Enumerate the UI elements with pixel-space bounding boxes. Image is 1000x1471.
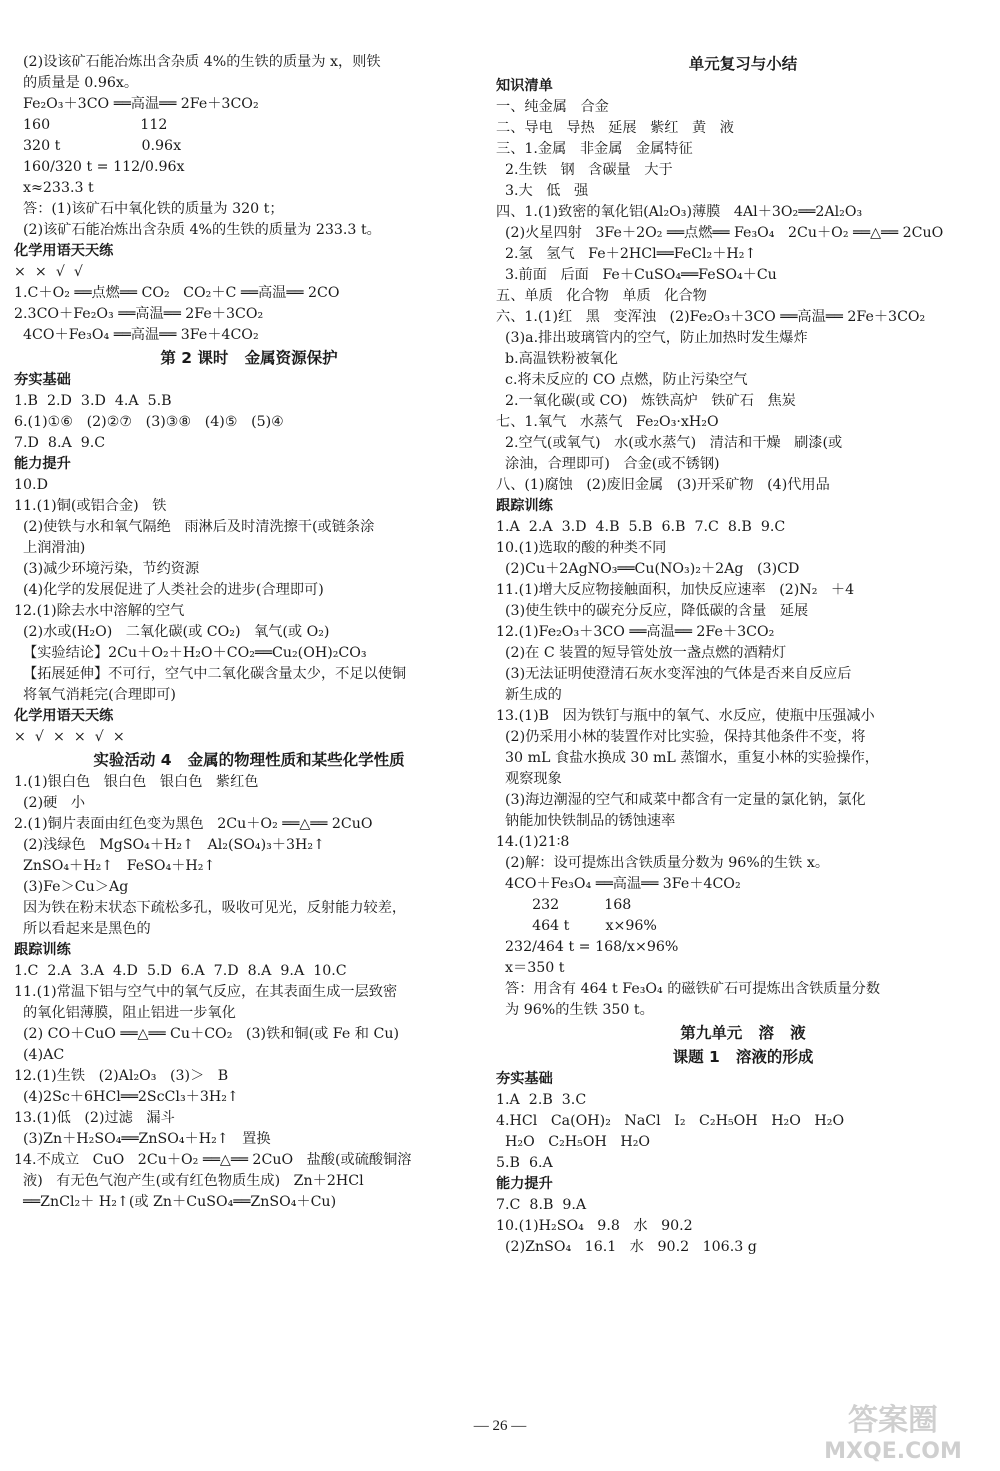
- answer-line: (4)2Sc＋6HCl══2ScCl₃＋3H₂↑: [14, 1089, 239, 1105]
- answer-line: 14.不成立 CuO 2Cu＋O₂ ══△══ 2CuO 盐酸(或硫酸铜溶: [14, 1152, 412, 1168]
- answer-line: 2.生铁 钢 含碳量 大于: [496, 162, 673, 178]
- answer-line: 30 mL 食盐水换成 30 mL 蒸馏水，重复小林的实验操作，: [496, 750, 879, 766]
- answer-line: 7.D 8.A 9.C: [14, 435, 106, 451]
- answer-line: (2) CO＋CuO ══△══ Cu＋CO₂ (3)铁和铜(或 Fe 和 Cu): [14, 1026, 399, 1042]
- answer-line: 的质量是 0.96x。: [14, 75, 139, 91]
- answer-line: 320 t 0.96x: [14, 138, 182, 154]
- answer-line: 1.A 2.A 3.D 4.B 5.B 6.B 7.C 8.B 9.C: [496, 519, 786, 535]
- answer-line: (2)硬 小: [14, 795, 86, 811]
- answer-line: 四、1.(1)致密的氧化铝(Al₂O₃)薄膜 4Al＋3O₂══2Al₂O₃: [496, 204, 863, 220]
- answer-line: 三、1.金属 非金属 金属特征: [496, 141, 693, 157]
- answer-line: 答：用含有 464 t Fe₃O₄ 的磁铁矿石可提炼出含铁质量分数: [496, 981, 881, 997]
- answer-line: 7.C 8.B 9.A: [496, 1197, 587, 1213]
- subsection-heading: 能力提升: [496, 1176, 553, 1192]
- answer-line: 2.氢 氢气 Fe＋2HCl══FeCl₂＋H₂↑: [496, 246, 757, 262]
- answer-line: 六、1.(1)红 黑 变浑浊 (2)Fe₂O₃＋3CO ══高温══ 2Fe＋3CO₂: [496, 309, 926, 325]
- answer-line: 6.(1)①⑥ (2)②⑦ (3)③⑧ (4)⑤ (5)④: [14, 414, 284, 430]
- answer-line: 1.(1)银白色 银白色 银白色 紫红色: [14, 774, 259, 790]
- answer-line: 1.A 2.B 3.C: [496, 1092, 587, 1108]
- answer-line: b.高温铁粉被氧化: [496, 351, 618, 367]
- answer-line: 13.(1)B 因为铁钉与瓶中的氧气、水反应，使瓶中压强减小: [496, 708, 875, 724]
- answer-line: 观察现象: [496, 771, 562, 787]
- section-title: 课题 1 溶液的形成: [672, 1048, 814, 1066]
- answer-line: (3)使生铁中的碳充分反应，降低碳的含量 延展: [496, 603, 809, 619]
- answer-line: Fe₂O₃＋3CO ══高温══ 2Fe＋3CO₂: [14, 96, 259, 112]
- answer-line: 新生成的: [496, 687, 562, 703]
- subsection-heading: 跟踪训练: [14, 942, 71, 958]
- answer-line: 2.一氧化碳(或 CO) 炼铁高炉 铁矿石 焦炭: [496, 393, 796, 409]
- answer-line: 【实验结论】2Cu＋O₂＋H₂O＋CO₂══Cu₂(OH)₂CO₃: [14, 645, 367, 661]
- watermark-line1: 答案圈: [848, 1403, 938, 1438]
- answer-line: (3)Zn＋H₂SO₄══ZnSO₄＋H₂↑ 置换: [14, 1131, 271, 1147]
- answer-line: (4)化学的发展促进了人类社会的进步(合理即可): [14, 582, 324, 598]
- answer-line: 160/320 t = 112/0.96x: [14, 159, 185, 175]
- answer-line: ══ZnCl₂＋ H₂↑(或 Zn＋CuSO₄══ZnSO₄＋Cu): [14, 1194, 337, 1210]
- answer-line: (3)海边潮湿的空气和咸菜中都含有一定量的氯化钠，氯化: [496, 792, 866, 808]
- answer-line: 上润滑油): [14, 540, 86, 556]
- page-number: — 26 —: [473, 1418, 527, 1434]
- answer-line: 答：(1)该矿石中氧化铁的质量为 320 t；: [14, 201, 284, 217]
- answer-line: (4)AC: [14, 1047, 65, 1063]
- answer-line: 464 t x×96%: [496, 918, 657, 934]
- section-title: 单元复习与小结: [688, 55, 798, 73]
- answer-line: 2.空气(或氧气) 水(或水蒸气) 清洁和干燥 刷漆(或: [496, 435, 843, 451]
- answer-line: 的氧化铝薄膜，阻止铝进一步氧化: [14, 1005, 236, 1021]
- answer-line: 一、纯金属 合金: [496, 99, 609, 115]
- answer-line: (2)仍采用小林的装置作对比实验，保持其他条件不变，将: [496, 729, 866, 745]
- answer-line: 【拓展延伸】不可行，空气中二氧化碳含量太少，不足以使铜: [14, 666, 407, 682]
- answer-line: 1.C 2.A 3.A 4.D 5.D 6.A 7.D 8.A 9.A 10.C: [14, 963, 347, 979]
- answer-line: 2.(1)铜片表面由红色变为黑色 2Cu＋O₂ ══△══ 2CuO: [14, 816, 373, 832]
- answer-line: (2)在 C 装置的短导管处放一盏点燃的酒精灯: [496, 645, 787, 661]
- answer-line: H₂O C₂H₅OH H₂O: [496, 1134, 651, 1150]
- answer-line: (3)减少环境污染，节约资源: [14, 561, 200, 577]
- answer-line: 232/464 t = 168/x×96%: [496, 939, 679, 955]
- answer-line: 液) 有无色气泡产生(或有红色物质生成) Zn＋2HCl: [14, 1173, 364, 1189]
- answer-line: 钠能加快铁制品的锈蚀速率: [496, 813, 676, 829]
- answer-line: 14.(1)21∶8: [496, 834, 570, 850]
- answer-line: 11.(1)增大反应物接触面积，加快反应速率 (2)N₂ ＋4: [496, 582, 855, 598]
- answer-line: 4CO＋Fe₃O₄ ══高温══ 3Fe＋4CO₂: [14, 327, 259, 343]
- watermark-logo: [795, 1398, 991, 1464]
- answer-line: 11.(1)常温下铝与空气中的氧气反应，在其表面生成一层致密: [14, 984, 398, 1000]
- answer-line: 所以看起来是黑色的: [14, 921, 151, 937]
- left-column: [14, 52, 484, 1213]
- answer-line: 五、单质 化合物 单质 化合物: [496, 288, 707, 304]
- answer-line: × × √ √: [14, 264, 83, 280]
- answer-line: 12.(1)除去水中溶解的空气: [14, 603, 185, 619]
- subsection-heading: 跟踪训练: [496, 498, 553, 514]
- answer-line: 4CO＋Fe₃O₄ ══高温══ 3Fe＋4CO₂: [496, 876, 741, 892]
- answer-line: × √ × × √ ×: [14, 729, 125, 745]
- answer-line: (2)解：设可提炼出含铁质量分数为 96%的生铁 x。: [496, 855, 830, 871]
- answer-line: (2)Cu＋2AgNO₃══Cu(NO₃)₂＋2Ag (3)CD: [496, 561, 800, 577]
- answer-line: 为 96%的生铁 350 t。: [496, 1002, 654, 1018]
- answer-line: (2)水或(H₂O) 二氧化碳(或 CO₂) 氧气(或 O₂): [14, 624, 330, 640]
- answer-line: x＝350 t: [496, 960, 565, 976]
- answer-line: 2.3CO＋Fe₂O₃ ══高温══ 2Fe＋3CO₂: [14, 306, 264, 322]
- answer-line: (2)火星四射 3Fe＋2O₂ ══点燃══ Fe₃O₄ 2Cu＋O₂ ══△══ 2CuO: [496, 225, 944, 241]
- answer-line: 5.B 6.A: [496, 1155, 553, 1171]
- answer-line: 12.(1)生铁 (2)Al₂O₃ (3)＞ B: [14, 1068, 229, 1084]
- answer-line: (2)该矿石能冶炼出含杂质 4%的生铁的质量为 233.3 t。: [14, 222, 381, 238]
- answer-line: 涂油，合理即可) 合金(或不锈钢): [496, 456, 720, 472]
- answer-line: 3.前面 后面 Fe＋CuSO₄══FeSO₄＋Cu: [496, 267, 777, 283]
- answer-line: 八、(1)腐蚀 (2)废旧金属 (3)开采矿物 (4)代用品: [496, 477, 830, 493]
- section-title: 第九单元 溶 液: [680, 1024, 806, 1042]
- answer-line: (2)ZnSO₄ 16.1 水 90.2 106.3 g: [496, 1239, 757, 1255]
- answer-line: c.将未反应的 CO 点燃，防止污染空气: [496, 372, 748, 388]
- answer-line: (3)Fe＞Cu＞Ag: [14, 879, 129, 895]
- answer-line: (3)无法证明使澄清石灰水变浑浊的气体是否来自反应后: [496, 666, 852, 682]
- subsection-heading: 夯实基础: [496, 1071, 553, 1087]
- answer-line: 1.B 2.D 3.D 4.A 5.B: [14, 393, 172, 409]
- answer-line: 10.(1)H₂SO₄ 9.8 水 90.2: [496, 1218, 693, 1234]
- right-column: [496, 52, 990, 1258]
- answer-line: 3.大 低 强: [496, 183, 589, 199]
- answer-line: 12.(1)Fe₂O₃＋3CO ══高温══ 2Fe＋3CO₂: [496, 624, 775, 640]
- answer-line: 11.(1)铜(或铝合金) 铁: [14, 498, 167, 514]
- answer-line: 4.HCl Ca(OH)₂ NaCl I₂ C₂H₅OH H₂O H₂O: [496, 1113, 845, 1129]
- answer-line: 160 112: [14, 117, 168, 133]
- subsection-heading: 化学用语天天练: [14, 708, 114, 724]
- answer-line: 10.D: [14, 477, 48, 493]
- answer-line: (3)a.排出玻璃管内的空气，防止加热时发生爆炸: [496, 330, 808, 346]
- answer-line: ZnSO₄＋H₂↑ FeSO₄＋H₂↑: [14, 858, 216, 874]
- answer-line: (2)使铁与水和氧气隔绝 雨淋后及时清洗擦干(或链条涂: [14, 519, 375, 535]
- subsection-heading: 能力提升: [14, 456, 71, 472]
- answer-line: 13.(1)低 (2)过滤 漏斗: [14, 1110, 175, 1126]
- subsection-heading: 夯实基础: [14, 372, 71, 388]
- answer-line: 将氧气消耗完(合理即可): [14, 687, 176, 703]
- answer-line: 七、1.氧气 水蒸气 Fe₂O₃·xH₂O: [496, 414, 719, 430]
- section-title: 第 2 课时 金属资源保护: [160, 349, 338, 367]
- answer-line: 二、导电 导热 延展 紫红 黄 液: [496, 120, 734, 136]
- answer-line: (2)设该矿石能冶炼出含杂质 4%的生铁的质量为 x，则铁: [14, 54, 381, 70]
- answer-line: 1.C＋O₂ ══点燃══ CO₂ CO₂＋C ══高温══ 2CO: [14, 285, 340, 301]
- subsection-heading: 知识清单: [496, 78, 553, 94]
- section-title: 实验活动 4 金属的物理性质和某些化学性质: [93, 751, 405, 769]
- answer-line: 232 168: [496, 897, 632, 913]
- answer-line: x≈233.3 t: [14, 180, 94, 196]
- answer-line: 10.(1)选取的酸的种类不同: [496, 540, 667, 556]
- watermark-line2: MXQE.COM: [824, 1439, 962, 1464]
- answer-line: (2)浅绿色 MgSO₄＋H₂↑ Al₂(SO₄)₃＋3H₂↑: [14, 837, 325, 853]
- answer-line: 因为铁在粉末状态下疏松多孔，吸收可见光，反射能力较差，: [14, 900, 407, 916]
- subsection-heading: 化学用语天天练: [14, 243, 114, 259]
